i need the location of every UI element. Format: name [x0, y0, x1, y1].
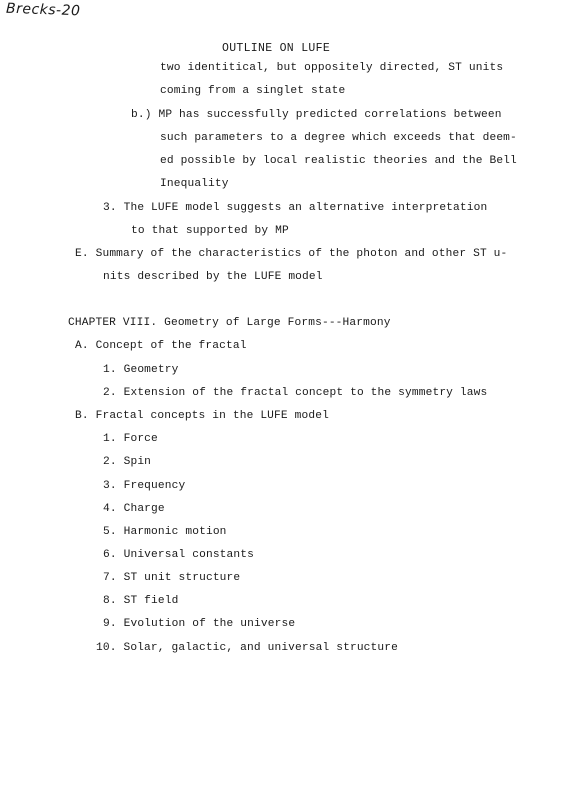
outline-line: ed possible by local realistic theories and the Bell — [160, 155, 517, 167]
outline-line: 9. Evolution of the universe — [103, 618, 296, 630]
outline-line: E. Summary of the characteristics of the photon and other ST u- — [75, 248, 508, 260]
outline-line: 3. The LUFE model suggests an alternative interpretation — [103, 202, 488, 214]
outline-line: b.) MP has successfully predicted correlations between — [131, 109, 502, 121]
outline-line: A. Concept of the fractal — [75, 340, 247, 352]
outline-line: 7. ST unit structure — [103, 572, 241, 584]
handwritten-note: Brecks-20 — [5, 0, 81, 20]
outline-line: 3. Frequency — [103, 480, 186, 492]
outline-line: 6. Universal constants — [103, 549, 254, 561]
chapter-heading: CHAPTER VIII. Geometry of Large Forms---Harmony — [68, 317, 391, 329]
outline-line: nits described by the LUFE model — [103, 271, 323, 283]
outline-line: 5. Harmonic motion — [103, 526, 227, 538]
outline-line: B. Fractal concepts in the LUFE model — [75, 410, 329, 422]
outline-line: 1. Geometry — [103, 364, 179, 376]
outline-line: 8. ST field — [103, 595, 179, 607]
outline-line: 1. Force — [103, 433, 158, 445]
outline-line: 2. Extension of the fractal concept to the symmetry laws — [103, 387, 488, 399]
outline-line: coming from a singlet state — [160, 85, 346, 97]
outline-line: 2. Spin — [103, 456, 152, 468]
outline-line: 4. Charge — [103, 503, 165, 515]
page-title: OUTLINE ON LUFE — [222, 42, 331, 55]
outline-line: such parameters to a degree which exceeds that deem- — [160, 132, 517, 144]
outline-line: two identitical, but oppositely directed, ST units — [160, 62, 504, 74]
outline-line: Inequality — [160, 178, 229, 190]
outline-line: 10. Solar, galactic, and universal structure — [96, 642, 398, 654]
outline-line: to that supported by MP — [131, 225, 289, 237]
